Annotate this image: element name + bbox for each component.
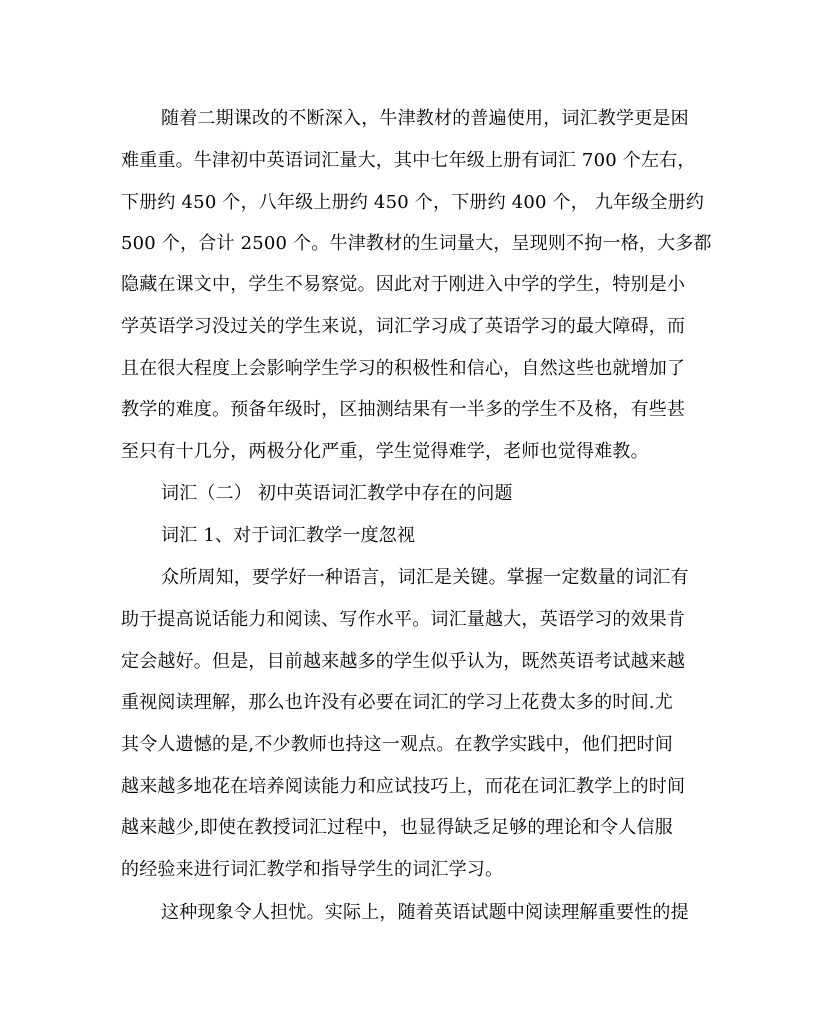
paragraph-line: 且在很大程度上会影响学生学习的积极性和信心，自然这些也就增加了 <box>121 358 686 379</box>
paragraph-line: 的经验来进行词汇教学和指导学生的词汇学习。 <box>121 859 504 880</box>
paragraph-line: 其令人遗憾的是,不少教师也持这一观点。在教学实践中，他们把时间 <box>121 734 673 755</box>
paragraph-line: 下册约 450 个，八年级上册约 450 个，下册约 400 个， 九年级全册约 <box>121 192 705 213</box>
paragraph-line: 教学的难度。预备年级时，区抽测结果有一半多的学生不及格，有些甚 <box>121 399 686 420</box>
paragraph-line: 至只有十几分，两极分化严重，学生觉得难学，老师也觉得难教。 <box>121 441 649 462</box>
paragraph-line: 这种现象令人担忧。实际上，随着英语试题中阅读理解重要性的提 <box>161 902 689 923</box>
paragraph-line: 隐藏在课文中，学生不易察觉。因此对于刚进入中学的学生，特别是小 <box>121 274 686 295</box>
paragraph-line: 随着二期课改的不断深入，牛津教材的普遍使用，词汇教学更是困 <box>161 108 689 129</box>
paragraph-line: 定会越好。但是，目前越来越多的学生似乎认为，既然英语考试越来越 <box>121 651 686 672</box>
subsection-heading: 词汇 1、对于词汇教学一度忽视 <box>161 525 416 546</box>
paragraph-line: 助于提高说话能力和阅读、写作水平。词汇量越大，英语学习的效果肯 <box>121 609 686 630</box>
paragraph-line: 越来越多地花在培养阅读能力和应试技巧上，而花在词汇教学上的时间 <box>121 776 686 797</box>
paragraph-line: 越来越少,即使在教授词汇过程中，也显得缺乏足够的理论和令人信服 <box>121 817 673 838</box>
paragraph-line: 学英语学习没过关的学生来说，词汇学习成了英语学习的最大障碍，而 <box>121 316 686 337</box>
paragraph-line: 难重重。牛津初中英语词汇量大，其中七年级上册有词汇 700 个左右， <box>121 150 696 171</box>
paragraph-line: 众所周知，要学好一种语言，词汇是关键。掌握一定数量的词汇有 <box>161 567 689 588</box>
paragraph-line: 500 个，合计 2500 个。牛津教材的生词量大，呈现则不拘一格，大多都 <box>121 233 712 254</box>
section-heading: 词汇（二） 初中英语词汇教学中存在的问题 <box>161 483 513 504</box>
paragraph-line: 重视阅读理解，那么也许没有必要在词汇的学习上花费太多的时间.尤 <box>121 692 673 713</box>
